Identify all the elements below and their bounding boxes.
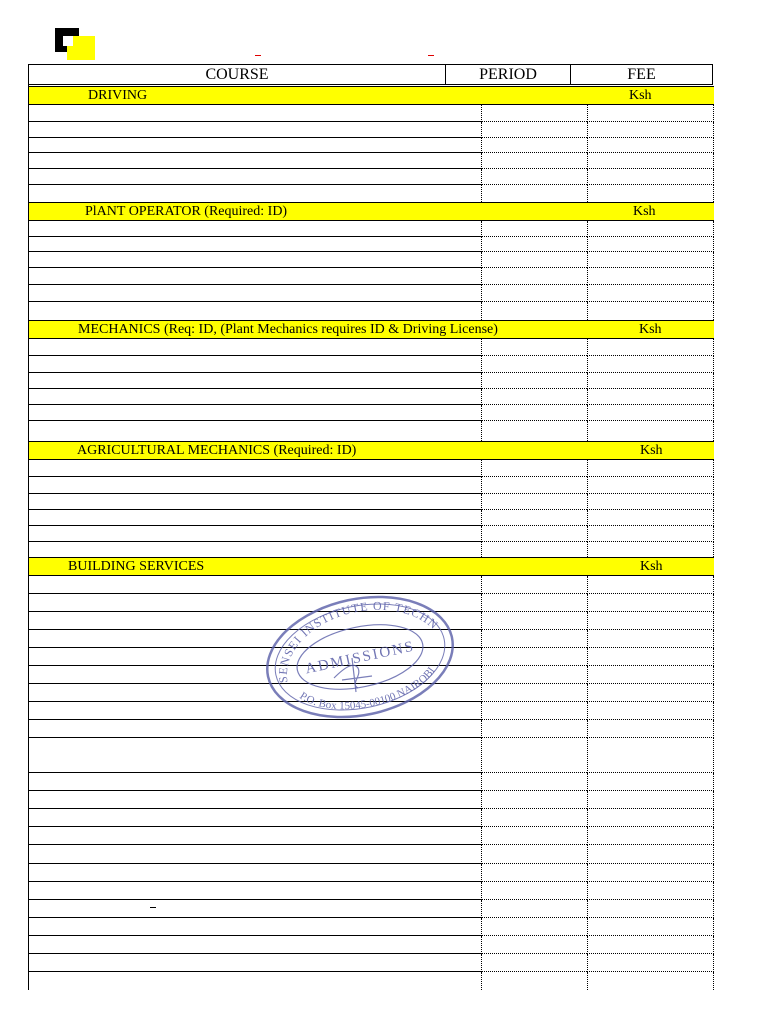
table-row: [28, 285, 714, 302]
dash-mark: [150, 907, 156, 908]
table-row: [28, 421, 714, 441]
table-row: [28, 460, 714, 477]
table-row: [28, 153, 714, 169]
section-title: BUILDING SERVICES: [68, 559, 205, 574]
table-row: [28, 845, 714, 864]
table-left-border: [28, 85, 29, 990]
section-plant-operator: [28, 202, 714, 221]
table-row: [28, 773, 714, 791]
table-row: [28, 936, 714, 954]
table-row: [28, 972, 714, 990]
table-row: [28, 738, 714, 773]
table-row: [28, 827, 714, 845]
stamp-top-text: SENSEI INSTITUTE OF TECHNOLOGY: [275, 598, 442, 684]
table-row: [28, 477, 714, 494]
table-header: [28, 64, 713, 85]
section-title: MECHANICS (Req: ID, (Plant Mechanics requires ID & Driving License): [78, 322, 498, 337]
logo: [55, 28, 95, 60]
section-agricultural-mechanics: [28, 441, 714, 460]
header-course: COURSE: [29, 65, 446, 84]
section-currency: Ksh: [629, 88, 652, 103]
table-row: [28, 864, 714, 882]
stamp-center-text: ADMISSIONS: [303, 638, 417, 678]
table-row: [28, 882, 714, 900]
table-row: [28, 405, 714, 421]
table-row: [28, 302, 714, 320]
section-title: PlANT OPERATOR (Required: ID): [85, 204, 288, 219]
section-currency: Ksh: [639, 322, 662, 337]
table-row: [28, 542, 714, 557]
table-row: [28, 169, 714, 185]
stamp-bottom-text: P.O. Box 15045-00100 NAIROBI: [297, 665, 438, 713]
section-currency: Ksh: [640, 559, 663, 574]
table-row: [28, 809, 714, 827]
table-row: [28, 138, 714, 153]
table-row: [28, 791, 714, 809]
section-title: AGRICULTURAL MECHANICS (Required: ID): [77, 443, 357, 458]
table-row: [28, 494, 714, 510]
table-row: [28, 185, 714, 202]
table-row: [28, 339, 714, 356]
red-mark: [428, 55, 434, 56]
section-title: DRIVING: [88, 88, 148, 103]
table-row: [28, 122, 714, 138]
header-period: PERIOD: [446, 65, 571, 84]
table-row: [28, 252, 714, 268]
section-currency: Ksh: [633, 204, 656, 219]
red-mark: [255, 55, 261, 56]
section-mechanics: [28, 320, 714, 339]
table-row: [28, 510, 714, 526]
section-currency: Ksh: [640, 443, 663, 458]
admissions-stamp: [262, 592, 458, 722]
svg-text:SENSEI INSTITUTE OF TECHNOLOGY: [262, 592, 447, 689]
table-row: [28, 105, 714, 122]
table-row: [28, 900, 714, 918]
table-row: [28, 954, 714, 972]
table-row: [28, 268, 714, 285]
table-row: [28, 720, 714, 738]
table-row: [28, 356, 714, 373]
table-row: [28, 237, 714, 252]
section-building-services: [28, 557, 714, 576]
table-row: [28, 389, 714, 405]
table-row: [28, 373, 714, 389]
header-fee: FEE: [627, 66, 656, 83]
table-row: [28, 221, 714, 237]
table-row: [28, 918, 714, 936]
table-row: [28, 526, 714, 542]
section-driving: [28, 86, 714, 105]
